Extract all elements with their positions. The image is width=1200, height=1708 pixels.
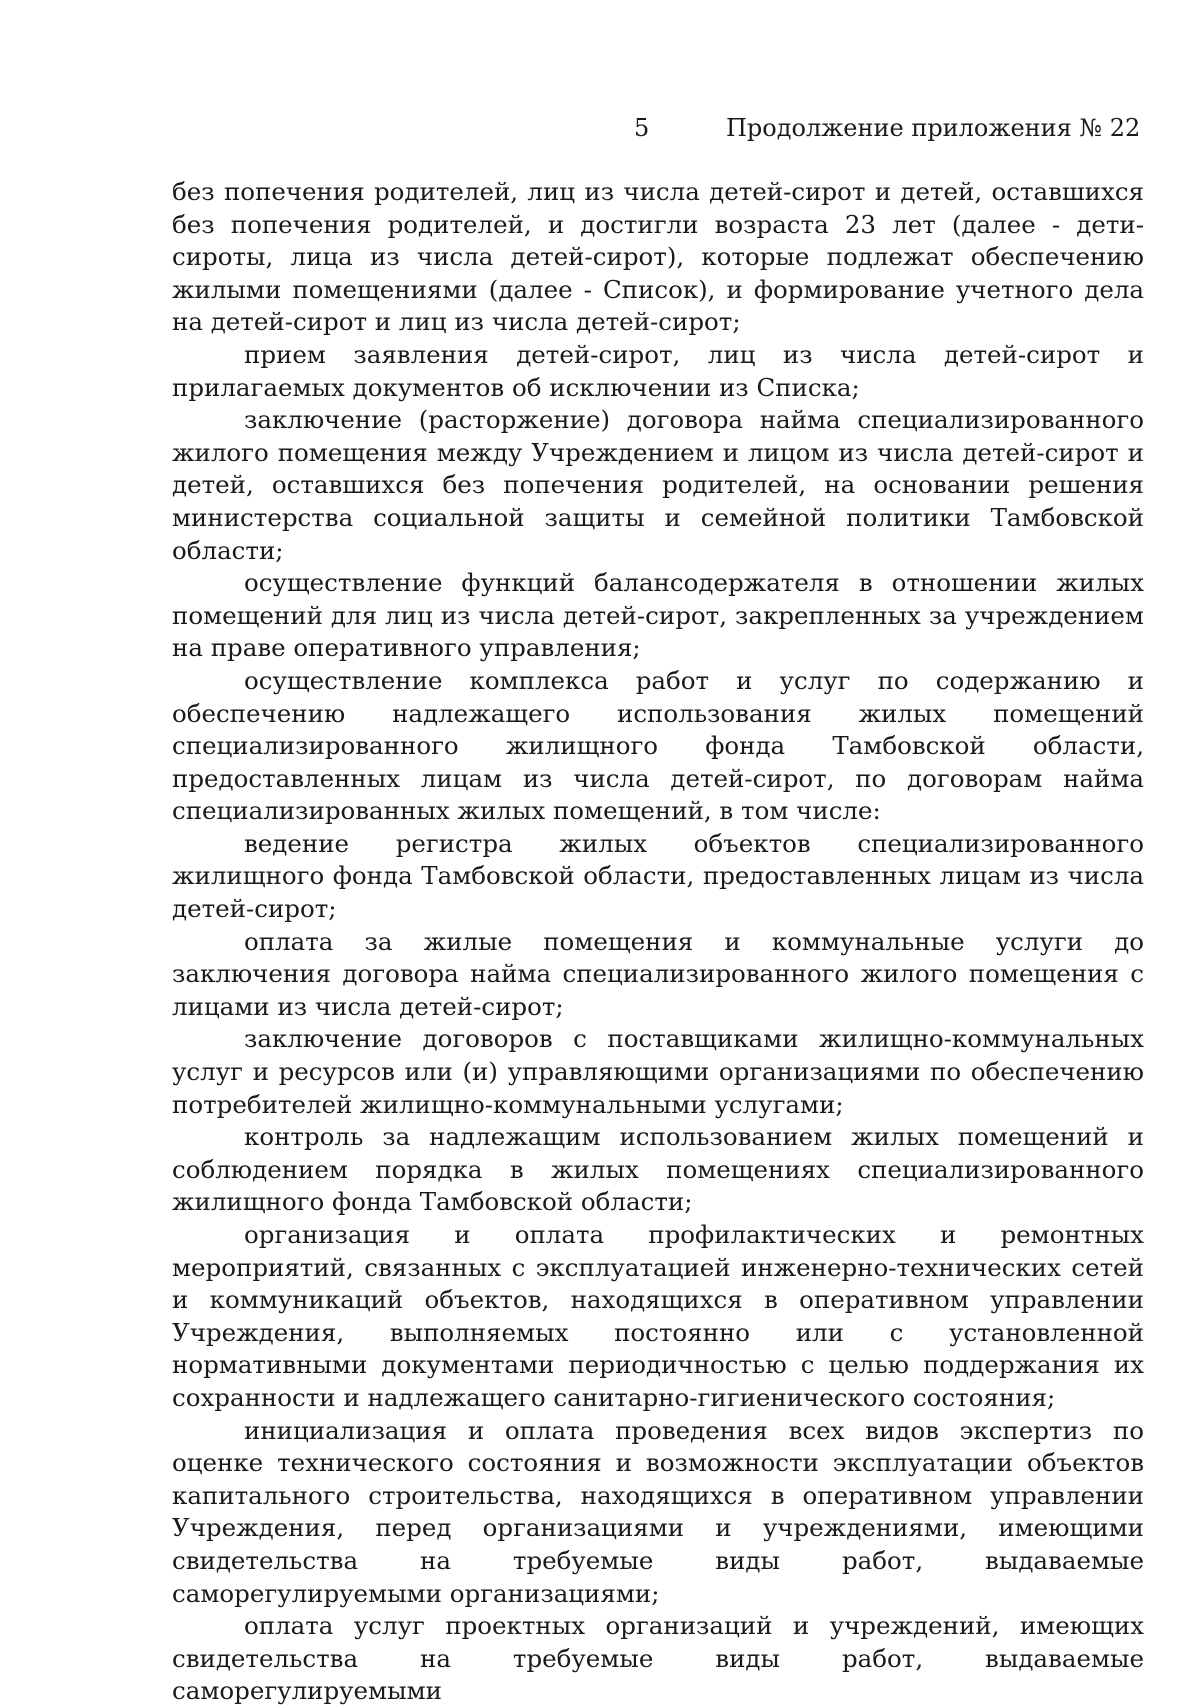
document-body [172,176,1144,1708]
paragraph-works-and-services: осуществление комплекса работ и услуг по содержанию и обеспечению надлежащего использования жилых помещений специализированного жилищного фонда Тамбовской области, предоставленных лицам из числа детей-сирот, по договорам найма специализированных жилых помещений, в том числе: [172,665,1144,826]
paragraph-application-acceptance: прием заявления детей-сирот, лиц из числа детей-сирот и прилагаемых документов об исключении из Списка; [172,339,1144,402]
paragraph-lease-contract: заключение (расторжение) договора найма специализированного жилого помещения между Учреждением и лицом из числа детей-сирот и детей, оставшихся без попечения родителей, на основании решения министерства социальной защиты и семейной политики Тамбовской области; [172,405,1144,565]
paragraph-supplier-contracts: заключение договоров с поставщиками жилищно-коммунальных услуг и ресурсов или (и) управляющими организациями по обеспечению потребителей жилищно-коммунальными услугами; [172,1024,1144,1119]
appendix-continuation-caption: Продолжение приложения № 22 [726,114,1141,142]
paragraph-utilities-payment: оплата за жилые помещения и коммунальные услуги до заключения договора найма специализированного жилого помещения с лицами из числа детей-сирот; [172,926,1144,1021]
paragraph-expertise: инициализация и оплата проведения всех видов экспертиз по оценке технического состояния и возможности эксплуатации объектов капитального строительства, находящихся в оперативном управлении Учреждения, перед организациями и учреждениями, имеющими свидетельства на требуемые виды работ, выдаваемые саморегулируемыми организациями; [172,1415,1144,1608]
page-number: 5 [634,114,650,142]
paragraph-continued: без попечения родителей, лиц из числа детей-сирот и детей, оставшихся без попечения родителей, и достигли возраста 23 лет (далее - дети-сироты, лица из числа детей-сирот), которые подлежат обеспечению жилыми помещениями (далее - Список), и формирование учетного дела на детей-сирот и лиц из числа детей-сирот; [172,177,1144,337]
paragraph-balance-holder: осуществление функций балансодержателя в отношении жилых помещений для лиц из числа детей-сирот, закрепленных за учреждением на праве оперативного управления; [172,568,1144,663]
paragraph-maintenance: организация и оплата профилактических и ремонтных мероприятий, связанных с эксплуатацией инженерно-технических сетей и коммуникаций объектов, находящихся в оперативном управлении Учреждения, выполняемых постоянно или с установленной нормативными документами периодичностью с целью поддержания их сохранности и надлежащего санитарно-гигиенического состояния; [172,1220,1144,1412]
paragraph-usage-control: контроль за надлежащим использованием жилых помещений и соблюдением порядка в жилых помещениях специализированного жилищного фонда Тамбовской области; [172,1122,1144,1217]
paragraph-register: ведение регистра жилых объектов специализированного жилищного фонда Тамбовской области, предоставленных лицам из числа детей-сирот; [172,828,1144,924]
page-header [0,114,1200,154]
paragraph-design-services: оплата услуг проектных организаций и учреждений, имеющих свидетельства на требуемые виды работ, выдаваемые саморегулируемыми [172,1611,1144,1706]
